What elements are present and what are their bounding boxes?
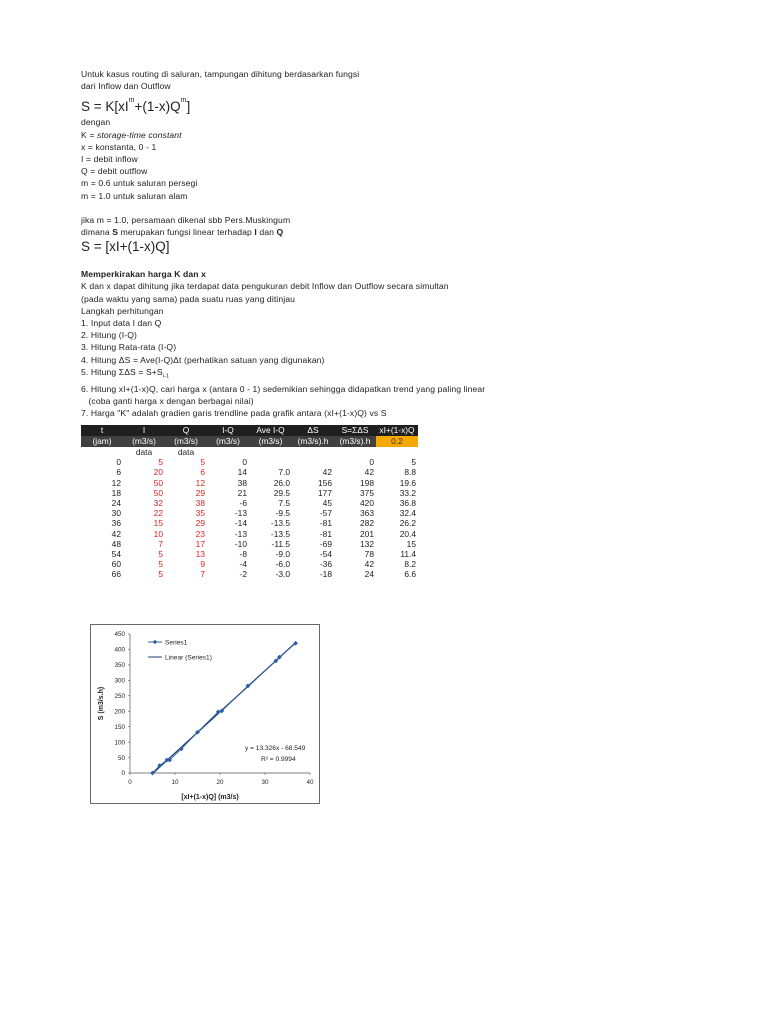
def-m1: m = 0.6 untuk saluran persegi: [81, 178, 198, 189]
table-cell: 50: [153, 487, 163, 498]
table-cell: -4: [239, 559, 247, 570]
table-cell: 6: [116, 467, 121, 478]
table-cell: 0: [369, 457, 374, 468]
x-tick-label: 40: [306, 779, 314, 786]
def-q: Q = debit outflow: [81, 166, 148, 177]
table-cell: 13: [195, 549, 205, 560]
table-cell: -6.0: [275, 559, 290, 570]
table-header-row: [81, 425, 418, 436]
table-header-row: [81, 436, 418, 447]
x-tick-label: 20: [216, 779, 224, 786]
table-cell: 0.2: [376, 436, 418, 447]
table-cell: 36: [111, 518, 121, 529]
intro-line-1: Untuk kasus routing di saluran, tampungan dihitung berdasarkan fungsi: [81, 69, 360, 79]
table-cell: ΔS: [292, 425, 334, 436]
table-cell: -8: [239, 549, 247, 560]
table-cell: 5: [158, 457, 163, 468]
table-cell: -57: [319, 508, 332, 519]
table-cell: 15: [153, 518, 163, 529]
table-cell: (m3/s): [249, 436, 292, 447]
table-cell: [376, 447, 418, 457]
table-cell: 60: [111, 559, 121, 570]
step-1: 1. Input data I dan Q: [81, 318, 162, 329]
table-cell: 375: [360, 487, 374, 498]
table-cell: 66: [111, 569, 121, 580]
table-cell: [207, 447, 249, 457]
y-tick-label: 100: [114, 739, 125, 747]
table-cell: 38: [237, 477, 247, 488]
table-row: [81, 488, 418, 498]
table-cell: data: [135, 447, 153, 457]
y-tick-label: 0: [121, 770, 125, 778]
table-cell: 18: [111, 487, 121, 498]
table-cell: -81: [319, 518, 332, 529]
table-cell: Ave I-Q: [249, 425, 292, 436]
table-cell: 20.4: [399, 528, 416, 539]
table-cell: 30: [111, 508, 121, 519]
table-cell: 23: [195, 528, 205, 539]
table-cell: 8.8: [404, 467, 416, 478]
x-axis-label: [xI+(1-x)Q] (m3/s): [181, 794, 239, 801]
table-cell: 6.6: [404, 569, 416, 580]
section-heading: Memperkirakan harga K dan x: [81, 269, 206, 280]
trend-equation: y = 13.326x - 68.549: [245, 745, 306, 752]
table-cell: -9.5: [275, 508, 290, 519]
table-row: [81, 518, 418, 528]
x-tick-label: 0: [128, 779, 132, 786]
y-tick-label: 200: [114, 708, 125, 716]
table-cell: 29: [195, 518, 205, 529]
table-cell: [249, 447, 292, 457]
table-row: [81, 478, 418, 488]
table-cell: [292, 447, 334, 457]
table-row: [81, 457, 418, 467]
def-k: K = storage-time constant: [81, 129, 182, 140]
table-cell: 24: [111, 498, 121, 509]
x-tick-label: 30: [261, 779, 269, 786]
table-cell: 36.8: [399, 498, 416, 509]
table-cell: -14: [234, 518, 247, 529]
table-cell: 24: [364, 569, 374, 580]
table-cell: -9.0: [275, 549, 290, 560]
para-line-2: (pada waktu yang sama) pada suatu ruas yang ditinjau: [81, 293, 295, 304]
table-cell: -6: [239, 498, 247, 509]
table-cell: 8.2: [404, 559, 416, 570]
y-tick-label: 350: [114, 662, 125, 670]
table-cell: 177: [318, 487, 332, 498]
table-cell: (m3/s).h: [334, 436, 376, 447]
table-cell: 12: [111, 477, 121, 488]
table-cell: data: [177, 447, 195, 457]
table-cell: (m3/s).h: [292, 436, 334, 447]
table-row: [81, 549, 418, 559]
table-cell: 5: [411, 457, 416, 468]
table-cell: 29: [195, 487, 205, 498]
table-cell: 15: [406, 538, 416, 549]
table-cell: -18: [319, 569, 332, 580]
x-tick-label: 10: [171, 779, 179, 786]
table-cell: 7.5: [278, 498, 290, 509]
table-cell: 7: [158, 538, 163, 549]
table-cell: -13: [234, 528, 247, 539]
table-cell: (jam): [81, 436, 123, 447]
table-cell: -10: [234, 538, 247, 549]
y-tick-label: 400: [114, 646, 125, 654]
table-header-row: [81, 447, 418, 457]
table-cell: -2: [239, 569, 247, 580]
table-cell: t: [81, 425, 123, 436]
table-cell: 282: [360, 518, 374, 529]
table-cell: 198: [360, 477, 374, 488]
table-cell: 7: [200, 569, 205, 580]
table-cell: -69: [319, 538, 332, 549]
table-cell: 10: [153, 528, 163, 539]
table-cell: 50: [153, 477, 163, 488]
equation-muskingum: S = [xI+(1-x)Q]: [81, 239, 170, 255]
table-cell: 20: [153, 467, 163, 478]
table-cell: S=ΣΔS: [334, 425, 376, 436]
step-5: 5. Hitung $\Sigma\Delta S = S+S_{i-1}$: [81, 366, 170, 380]
table-cell: 5: [200, 457, 205, 468]
step-6: 6. Hitung xI+(1-x)Q, cari harga x (antara 0 - 1) sedemikian sehingga didapatkan trend yang paling linear: [81, 383, 486, 394]
table-row: [81, 508, 418, 518]
table-cell: 14: [237, 467, 247, 478]
table-row: [81, 539, 418, 549]
table-cell: 32: [153, 498, 163, 509]
table-cell: 45: [322, 498, 332, 509]
def-x: x = konstanta, 0 - 1: [81, 141, 157, 152]
table-cell: 12: [195, 477, 205, 488]
def-i: I = debit inflow: [81, 154, 138, 165]
table-cell: 54: [111, 549, 121, 560]
table-cell: (m3/s): [165, 436, 207, 447]
table-cell: -36: [319, 559, 332, 570]
step-7: 7. Harga "K" adalah gradien garis trendline pada grafik antara (xI+(1-x)Q) vs S: [81, 408, 387, 419]
table-cell: 17: [195, 538, 205, 549]
y-axis-label: S (m3/s.h): [98, 686, 105, 721]
y-tick-label: 300: [114, 677, 125, 685]
table-cell: -13: [234, 508, 247, 519]
table-cell: -13.5: [270, 528, 290, 539]
table-row: [81, 529, 418, 539]
table-cell: (m3/s): [207, 436, 249, 447]
table-cell: 26.2: [399, 518, 416, 529]
y-tick-label: 50: [117, 754, 125, 762]
table-cell: [334, 447, 376, 457]
y-tick-label: 450: [114, 631, 125, 639]
table-cell: Q: [165, 425, 207, 436]
table-cell: 0: [242, 457, 247, 468]
para-line-1: K dan x dapat dihitung jika terdapat data pengukuran debit Inflow dan Outflow secara simultan: [81, 281, 449, 292]
trend-r2: R² = 0.9994: [261, 756, 296, 763]
table-cell: 9: [200, 559, 205, 570]
data-table: [81, 425, 418, 580]
table-cell: 132: [360, 538, 374, 549]
step-2: 2. Hitung (I-Q): [81, 330, 137, 341]
table-row: [81, 559, 418, 569]
table-row: [81, 498, 418, 508]
step-3: 3. Hitung Rata-rata (I-Q): [81, 342, 177, 353]
table-cell: 29.5: [273, 487, 290, 498]
linear-line: dimana S merupakan fungsi linear terhadap I dan Q: [81, 227, 284, 238]
table-cell: 42: [364, 467, 374, 478]
scatter-chart: [90, 624, 320, 804]
table-cell: 26.0: [273, 477, 290, 488]
muskingum-line: jika m = 1.0, persamaan dikenal sbb Pers.Muskingum: [81, 214, 291, 225]
intro-line-2: dari Inflow dan Outflow: [81, 81, 171, 92]
table-cell: -54: [319, 549, 332, 560]
table-cell: [292, 457, 334, 467]
table-cell: I-Q: [207, 425, 249, 436]
table-cell: 201: [360, 528, 374, 539]
table-cell: 35: [195, 508, 205, 519]
table-cell: [249, 457, 292, 467]
table-cell: 420: [360, 498, 374, 509]
table-cell: 42: [111, 528, 121, 539]
table-row: [81, 569, 418, 579]
step-4: 4. Hitung ΔS = Ave(I-Q)Δt (perhatikan satuan yang digunakan): [81, 354, 325, 365]
legend-trend-label: Linear (Series1): [165, 654, 212, 662]
table-cell: -11.5: [271, 538, 290, 549]
table-cell: -13.5: [270, 518, 290, 529]
table-cell: 32.4: [399, 508, 416, 519]
equation-storage: $S = K[xI^m+(1-x)Q^m]$: [81, 97, 191, 115]
table-cell: 22: [153, 508, 163, 519]
table-cell: -81: [319, 528, 332, 539]
table-cell: 7.0: [278, 467, 290, 478]
table-cell: 0: [116, 457, 121, 468]
table-cell: 19.6: [399, 477, 416, 488]
table-cell: xI+(1-x)Q: [376, 425, 418, 436]
table-cell: 363: [360, 508, 374, 519]
table-cell: 156: [318, 477, 332, 488]
steps-heading: Langkah perhitungan: [81, 305, 164, 316]
table-cell: 38: [195, 498, 205, 509]
table-cell: 33.2: [399, 487, 416, 498]
table-cell: 21: [237, 487, 247, 498]
table-row: [81, 467, 418, 477]
table-cell: 42: [364, 559, 374, 570]
table-cell: 11.4: [400, 549, 416, 560]
legend-series-label: Series1: [165, 639, 188, 647]
table-cell: -3.0: [275, 569, 290, 580]
y-tick-label: 150: [114, 723, 125, 731]
table-cell: 5: [158, 569, 163, 580]
text-dengan: dengan: [81, 117, 111, 128]
table-cell: 42: [322, 467, 332, 478]
document-body: [81, 68, 486, 419]
y-tick-label: 250: [114, 692, 125, 700]
table-cell: I: [123, 425, 165, 436]
table-cell: [81, 447, 123, 457]
def-m2: m = 1.0 untuk saluran alam: [81, 190, 188, 201]
table-cell: 6: [200, 467, 205, 478]
table-cell: 5: [158, 559, 163, 570]
table-cell: 5: [158, 549, 163, 560]
step-6-note: (coba ganti harga x dengan berbagai nilai): [81, 395, 254, 406]
table-cell: 48: [111, 538, 121, 549]
table-cell: 78: [364, 549, 374, 560]
table-cell: (m3/s): [123, 436, 165, 447]
